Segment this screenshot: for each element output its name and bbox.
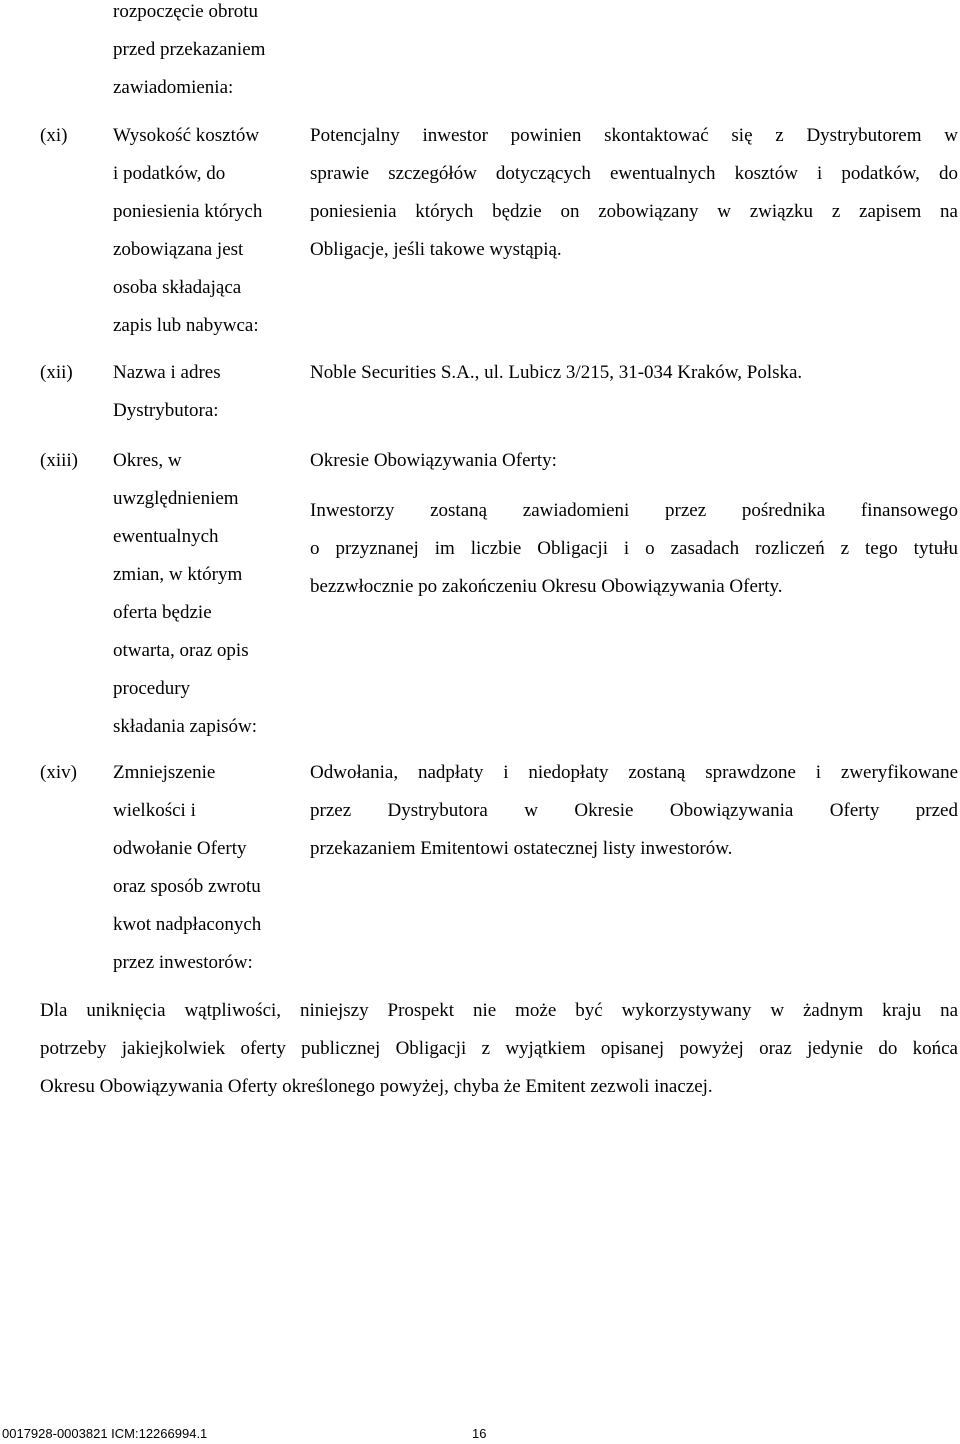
term-description	[310, 442, 958, 606]
term-description	[310, 754, 958, 868]
label-line: przez inwestorów:	[113, 952, 253, 973]
continued-label	[113, 0, 303, 107]
desc-line: o przyznanej im liczbie Obligacji i o zasadach rozliczeń z tego tytułu	[310, 538, 958, 559]
term-number: (xi)	[40, 125, 68, 146]
desc-line: Potencjalny inwestor powinien skontaktować się z Dystrybutorem w	[310, 125, 958, 146]
label-line: otwarta, oraz opis	[113, 640, 249, 661]
label-line: uwzględnieniem	[113, 488, 239, 509]
term-description	[310, 117, 958, 269]
closing-line: potrzeby jakiejkolwiek oferty publicznej Obligacji z wyjątkiem opisanej powyżej oraz jedynie do końca	[40, 1038, 958, 1059]
label-line: oferta będzie	[113, 602, 212, 623]
label-line: zobowiązana jest	[113, 239, 244, 260]
label-line: odwołanie Oferty	[113, 838, 247, 859]
desc-line: Obligacje, jeśli takowe wystąpią.	[310, 239, 562, 260]
label-line: wielkości i	[113, 800, 196, 821]
label-line: ewentualnych	[113, 526, 219, 547]
label-line: zawiadomienia:	[113, 77, 234, 98]
label-line: osoba składająca	[113, 277, 242, 298]
term-label	[113, 354, 303, 430]
desc-line: sprawie szczegółów dotyczących ewentualnych kosztów i podatków, do	[310, 163, 958, 184]
label-line: oraz sposób zwrotu	[113, 876, 261, 897]
page-number: 16	[472, 1426, 487, 1441]
page-footer	[0, 1424, 960, 1444]
label-line: Dystrybutora:	[113, 400, 219, 421]
term-number: (xiv)	[40, 762, 77, 783]
label-line: Wysokość kosztów	[113, 125, 260, 146]
desc-line: przez Dystrybutora w Okresie Obowiązywania Oferty przed	[310, 800, 958, 821]
desc-heading: Okresie Obowiązywania Oferty:	[310, 450, 557, 471]
term-label	[113, 754, 303, 982]
desc-line: przekazaniem Emitentowi ostatecznej listy inwestorów.	[310, 838, 733, 859]
term-number: (xiii)	[40, 450, 78, 471]
term-label	[113, 117, 303, 345]
term-label	[113, 442, 303, 746]
term-description	[310, 354, 958, 392]
label-line: rozpoczęcie obrotu	[113, 1, 259, 22]
label-line: Okres, w	[113, 450, 182, 471]
label-line: kwot nadpłaconych	[113, 914, 262, 935]
closing-line: Dla uniknięcia wątpliwości, niniejszy Prospekt nie może być wykorzystywany w żadnym kraju na	[40, 1000, 958, 1021]
label-line: składania zapisów:	[113, 716, 258, 737]
desc-line: poniesienia których będzie on zobowiązany w związku z zapisem na	[310, 201, 958, 222]
label-line: zapis lub nabywca:	[113, 315, 259, 336]
closing-line: Okresu Obowiązywania Oferty określonego powyżej, chyba że Emitent zezwoli inaczej.	[40, 1076, 713, 1097]
label-line: Zmniejszenie	[113, 762, 216, 783]
label-line: procedury	[113, 678, 191, 699]
desc-line: Noble Securities S.A., ul. Lubicz 3/215, 31-034 Kraków, Polska.	[310, 362, 803, 383]
desc-line: bezzwłocznie po zakończeniu Okresu Obowiązywania Oferty.	[310, 576, 783, 597]
label-line: i podatków, do	[113, 163, 226, 184]
desc-line: Odwołania, nadpłaty i niedopłaty zostaną sprawdzone i zweryfikowane	[310, 762, 958, 783]
document-id: 0017928-0003821 ICM:12266994.1	[2, 1426, 208, 1441]
term-number: (xii)	[40, 362, 73, 383]
label-line: przed przekazaniem	[113, 39, 266, 60]
label-line: zmian, w którym	[113, 564, 243, 585]
label-line: poniesienia których	[113, 201, 263, 222]
desc-line: Inwestorzy zostaną zawiadomieni przez pośrednika finansowego	[310, 500, 958, 521]
label-line: Nazwa i adres	[113, 362, 221, 383]
closing-paragraph	[40, 992, 958, 1106]
